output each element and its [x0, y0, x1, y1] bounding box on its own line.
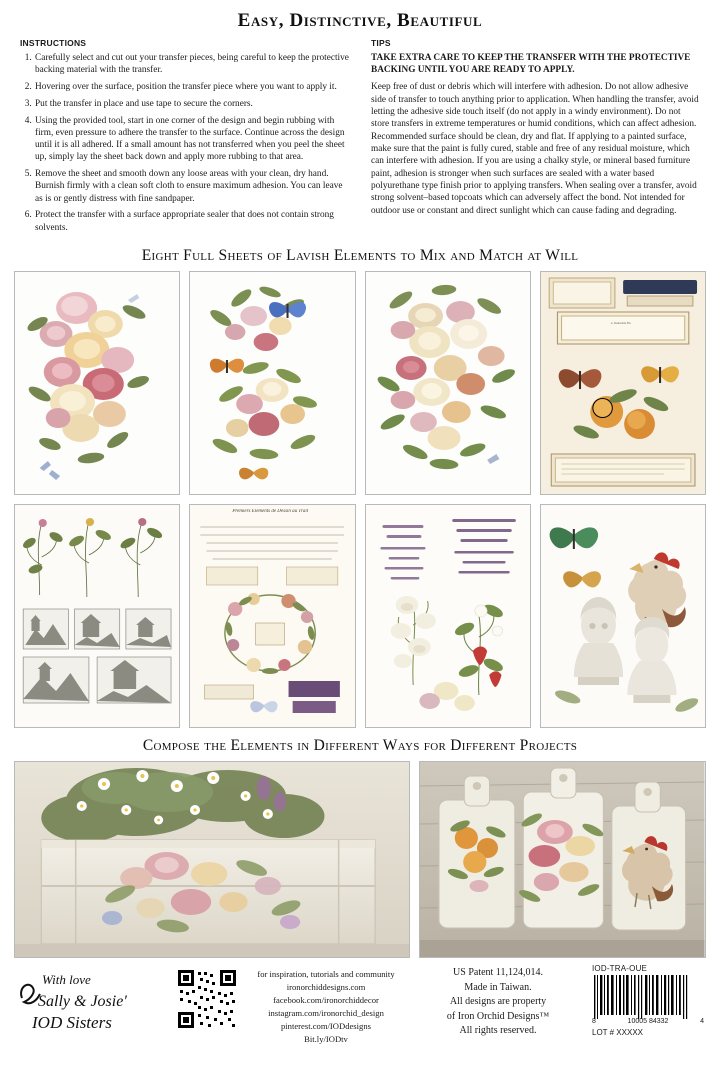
- cabbage-rose-sheet: [365, 271, 531, 495]
- ephemera-caption: G. Desmoulins Fils: [610, 322, 631, 326]
- barcode-digits: [592, 1018, 704, 1025]
- barcode-digit-left: 8: [592, 1018, 596, 1026]
- community-link[interactable]: instagram.com/ironorchid_design: [268, 1008, 384, 1019]
- cutting-boards-photo: [419, 761, 706, 958]
- community-block: [248, 964, 404, 1045]
- ephemera-illustration: [541, 272, 705, 494]
- ephemera-labels-sheet: [540, 271, 706, 495]
- svg-text:IOD Sisters: IOD Sisters: [32, 1013, 112, 1033]
- instruction-step: 4. Using the provided tool, start in one corner of the design and begin rubbing with firm, even pressure to adhere the transfer to the surface. Continue across the design until it is all adhered. If a small amount has not transferred when you peel the sheet up, simply lay the sheet back down and apply more rubbing to that area.: [34, 115, 349, 164]
- legal-block: [414, 964, 582, 1039]
- tips-heading: TIPS: [371, 38, 391, 48]
- sheet-artwork: [366, 505, 530, 727]
- sku-code: IOD-TRA-OUE: [592, 964, 648, 974]
- instructions-list: [20, 52, 349, 234]
- instruction-step: 3. Put the transfer in place and use tape to secure the corners.: [34, 98, 349, 110]
- legal-line: US Patent 11,124,014.: [453, 967, 543, 979]
- qr-code[interactable]: [176, 968, 238, 1030]
- sweetpea-illustration: [366, 505, 530, 727]
- butterfly-florals-sheet: [189, 271, 355, 495]
- instructions-tips-section: [0, 38, 720, 238]
- butterfly: [269, 302, 306, 318]
- sheet-artwork: [15, 505, 179, 727]
- sheet-row: [14, 504, 706, 728]
- butterfly: [239, 468, 268, 480]
- barcode-digit-main: 10005 84332: [627, 1018, 669, 1026]
- instruction-step: 1. Carefully select and cut out your transfer pieces, being careful to keep the protective backing material with the transfer.: [34, 52, 349, 77]
- community-heading: for inspiration, tutorials and community: [257, 969, 395, 980]
- legal-line: All designs are property: [449, 996, 547, 1008]
- sheets-band-title: Eight Full Sheets of Lavish Elements to Mix and Match at Will: [141, 247, 579, 265]
- page-title: Easy, Distinctive, Beautiful: [237, 10, 483, 31]
- sheet-artwork: [15, 272, 179, 494]
- legal-line: All rights reserved.: [459, 1025, 537, 1037]
- projects-band-title: Compose the Elements in Different Ways for Different Projects: [142, 737, 578, 755]
- signature-illustration: [16, 964, 166, 1036]
- project-gallery: [0, 761, 720, 958]
- sheet-artwork: [190, 505, 354, 727]
- svg-text:With love: With love: [42, 972, 91, 988]
- cabbage-rose-illustration: [366, 272, 530, 494]
- sheet-artwork: [541, 505, 705, 727]
- rose-bouquet-illustration: [15, 272, 179, 494]
- botanical-engraving-sheet: [14, 504, 180, 728]
- community-link[interactable]: pinterest.com/IODdesigns: [281, 1021, 371, 1032]
- lot-number: LOT # XXXXX: [592, 1028, 643, 1038]
- instruction-step: 5. Remove the sheet and smooth down any loose areas with your clean, dry hand. Burnish firmly with a clean soft cloth to ensure maximum adhesion. You can leave as is or gently distress with fine sandpaper.: [34, 168, 349, 205]
- painted-crate-photo: [14, 761, 410, 958]
- tips-body: Keep free of dust or debris which will interfere with adhesion. Do not allow adhesive side of transfer to touch anything prior to application. When handling the transfer, avoid letting the adhesive side touch itself (do not apply in a windy environment). Do not store transfers in extreme temperatures or humid conditions, which can affect adhesion. Recommended surface should be clean, dry and flat. If applying to a painted surface, make sure that the paint is fully cured, stable and free of any residual moisture, which can interfere with adhesion. If you are using a chalky style, or mineral based furniture paint, adhesion is stronger when such surfaces are sealed with a water based polyurethane type finish prior to applying transfers. When sealing over a transfer, avoid strong solvent–based topcoats which can adversely affect the bond. Not intended for outdoor use or constant and direct sunlight which can cause fading and degrading.: [371, 82, 699, 216]
- sheet-artwork: [366, 272, 530, 494]
- rose-bouquet-sheet: [14, 271, 180, 495]
- dessin-au-trait-sheet: [189, 504, 355, 728]
- barcode-block: [592, 964, 704, 1037]
- instructions-heading: INSTRUCTIONS: [20, 38, 87, 48]
- sweet-pea-strawberry-sheet: [365, 504, 531, 728]
- footer: [0, 958, 720, 1045]
- crate-photo-illustration: [15, 762, 409, 957]
- instruction-step: 2. Hovering over the surface, position the transfer piece where you want to apply it.: [34, 81, 349, 93]
- signature-block: [16, 964, 166, 1036]
- svg-text:Sally & Josie': Sally & Josie': [38, 993, 127, 1011]
- qr-code-icon[interactable]: [176, 968, 238, 1030]
- sheet-artwork: [190, 272, 354, 494]
- legal-line: Made in Taiwan.: [464, 981, 532, 993]
- barcode-icon: [592, 975, 692, 1019]
- sheet-row: [14, 271, 706, 495]
- sheet-artwork: [541, 272, 705, 494]
- community-link[interactable]: ironorchiddesigns.com: [286, 982, 366, 993]
- community-link[interactable]: Bit.ly/IODtv: [304, 1033, 348, 1044]
- rooster-statue-sheet: [540, 504, 706, 728]
- product-packaging-back: [0, 10, 720, 1091]
- dessin-caption: Premiers Elements de Dessin au Trait: [232, 509, 309, 515]
- instructions-column: [20, 38, 349, 238]
- boards-photo-illustration: [420, 762, 705, 957]
- community-link[interactable]: facebook.com/ironorchiddecor: [273, 995, 379, 1006]
- dessin-illustration: [190, 505, 354, 727]
- instruction-step: 6. Protect the transfer with a surface appropriate sealer that does not contain strong solvents.: [34, 209, 349, 234]
- butterfly: [210, 359, 244, 373]
- sheet-gallery: [0, 271, 720, 728]
- tips-column: [371, 38, 700, 238]
- tips-lead: TAKE EXTRA CARE TO KEEP THE TRANSFER WITH THE PROTECTIVE BACKING UNTIL YOU ARE READY TO APPLY.: [371, 53, 691, 76]
- botanical-engraving-illustration: [15, 505, 179, 727]
- legal-line: of Iron Orchid Designs™: [446, 1010, 550, 1022]
- butterfly-florals-illustration: [190, 272, 354, 494]
- rooster-statue-illustration: [541, 505, 705, 727]
- barcode-digit-right: 4: [700, 1018, 704, 1026]
